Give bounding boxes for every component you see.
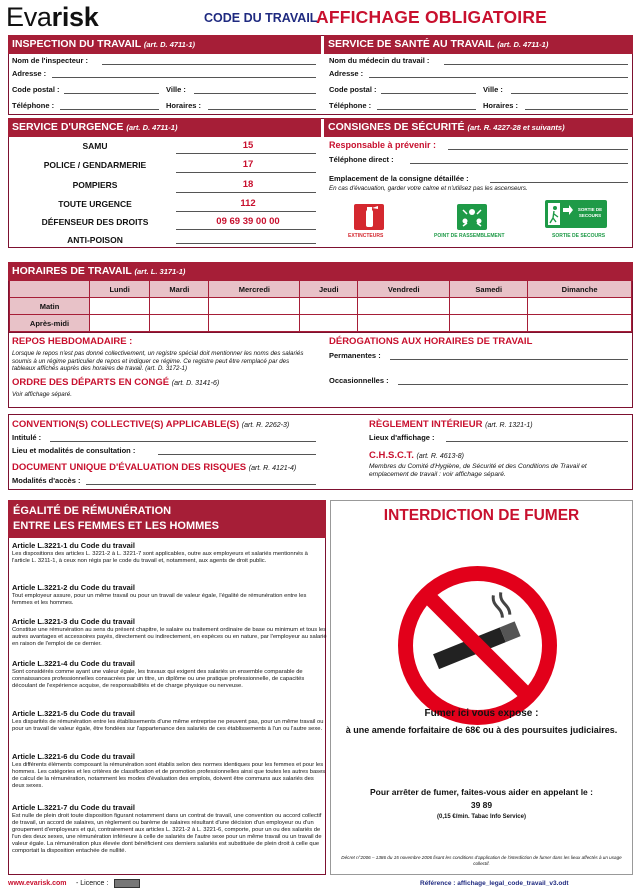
sante-horaires-field[interactable] — [525, 109, 628, 110]
inspection-ville-label: Ville : — [166, 85, 186, 94]
chsct-note: Membres du Comité d'Hygiène, de Sécurité et des Conditions de Travail et emplacement de travail : voir affichage séparé. — [369, 463, 587, 478]
exit-sign-text: SORTIE DE SECOURS — [577, 207, 603, 218]
occasionnelles-label: Occasionnelles : — [329, 376, 389, 385]
derogations-title: DÉROGATIONS AUX HORAIRES DE TRAVAIL — [329, 336, 533, 347]
inspection-horaires-label: Horaires : — [166, 101, 202, 110]
responsable-field[interactable] — [448, 149, 628, 150]
urgence-label: ANTI-POISON — [67, 235, 123, 245]
schedule-cell[interactable] — [150, 298, 209, 315]
horaires-header: HORAIRES DE TRAVAIL (art. L. 3171-1) — [8, 262, 633, 281]
repos-title: REPOS HEBDOMADAIRE : — [12, 336, 133, 347]
schedule-cell[interactable] — [300, 315, 358, 332]
intitule-field[interactable] — [50, 441, 316, 442]
schedule-cell[interactable] — [90, 298, 150, 315]
inspection-tel-field[interactable] — [60, 109, 159, 110]
schedule-cell[interactable] — [300, 298, 358, 315]
telephone-direct-field[interactable] — [410, 163, 628, 164]
urgence-label: DÉFENSEUR DES DROITS — [41, 217, 149, 227]
chsct-title: C.H.S.C.T. (art. R. 4613-8) — [369, 450, 464, 461]
inspection-adresse-field[interactable] — [52, 77, 316, 78]
day-header: Mercredi — [209, 281, 300, 298]
urgence-divider — [176, 153, 316, 154]
article-text: Les disparités de rémunération entre les établissements d'une même entreprise ne peuvent pas, pour un même travail ou pour un travail de valeur égale, être fondées sur l'appartenance des salariés de ces établissements à l'un ou l'autre sexe. — [12, 719, 324, 732]
urgence-header: SERVICE D'URGENCE (art. D. 4711-1) — [8, 118, 321, 137]
article-text: Les différents éléments composant la rémunération sont établis selon des normes identiques pour les femmes et pour les hommes. Les catégories et les critères de classification et de promotion professionnelles ainsi que toutes les autres bases de calcul de la rémunération, notamment les modes d'évaluation des emplois, doivent être communs aux salariés des deux sexes. — [12, 762, 326, 789]
reglement-title: RÈGLEMENT INTÉRIEUR (art. R. 1321-1) — [369, 419, 533, 430]
evacuation-note: En cas d'évacuation, garder votre calme et n'utilisez pas les ascenseurs. — [329, 185, 528, 192]
permanentes-label: Permanentes : — [329, 351, 381, 360]
row-header: Matin — [10, 298, 90, 315]
egalite-header — [8, 500, 326, 538]
urgence-divider — [176, 229, 316, 230]
fumer-title: INTERDICTION DE FUMER — [383, 507, 580, 524]
article-text: Constitue une rémunération au sens du présent chapitre, le salaire ou traitement ordinaire de base ou minimum et tous les autres avantages et accessoires payés, directement ou indirectement, en espèces ou en nature, par l'employeur au salarié en raison de l'emploi de ce dernier. — [12, 627, 327, 647]
inspection-adresse-label: Adresse : — [12, 69, 47, 78]
evarisk-logo: Evarisk — [6, 2, 99, 32]
urgence-label: SAMU — [82, 141, 108, 151]
schedule-cell[interactable] — [209, 315, 300, 332]
sante-cp-field[interactable] — [381, 93, 476, 94]
day-header: Samedi — [450, 281, 528, 298]
schedule-cell[interactable] — [90, 315, 150, 332]
article-title: Article L.3221-5 du Code du travail — [12, 709, 135, 718]
footer-reference: Référence : affichage_legal_code_travail_v3.odt — [420, 880, 569, 887]
fumer-amende: à une amende forfaitaire de 68€ ou à des poursuites judiciaires. — [345, 725, 618, 735]
urgence-number: 09 69 39 00 00 — [216, 216, 280, 227]
schedule-cell[interactable] — [358, 298, 450, 315]
urgence-number: 15 — [242, 140, 254, 151]
convention-title: CONVENTION(S) COLLECTIVE(S) APPLICABLE(S) (art. R. 2262-3) — [12, 419, 290, 430]
duer-title: DOCUMENT UNIQUE D'ÉVALUATION DES RISQUES (art. R. 4121-4) — [12, 462, 297, 473]
article-title: Article L.3221-6 du Code du travail — [12, 752, 135, 761]
responsable-label: Responsable à prévenir : — [329, 140, 437, 150]
fumer-aide: Pour arrêter de fumer, faites-vous aider en appelant le : — [370, 787, 593, 797]
article-title: Article L.3221-7 du Code du travail — [12, 803, 135, 812]
extincteurs-label: EXTINCTEURS — [348, 233, 384, 239]
urgence-label: POMPIERS — [72, 180, 118, 190]
occasionnelles-field[interactable] — [398, 384, 628, 385]
schedule-cell[interactable] — [528, 298, 632, 315]
sante-adresse-label: Adresse : — [329, 69, 364, 78]
fumer-expose: Fumer ici vous expose : — [424, 708, 539, 719]
article-text: Sont considérés comme ayant une valeur égale, les travaux qui exigent des salariés un ensemble comparable de connaissances professionnelles consacrées par un titre, un diplôme ou une pratique professionnelle, de capacités découlant de l'expérience acquise, de responsabilités et de charge physique ou nerveuse. — [12, 669, 305, 689]
schedule-cell[interactable] — [528, 315, 632, 332]
sante-horaires-label: Horaires : — [483, 101, 519, 110]
inspection-horaires-field[interactable] — [208, 109, 316, 110]
medecin-field[interactable] — [444, 64, 628, 65]
article-text: Les dispositions des articles L. 3221-2 à L. 3221-7 sont applicables, outre aux employeurs et salariés mentionnés à l'article L. 3211-1, à ceux non régis par le code du travail et, notamment, aux agents de droit public. — [12, 551, 308, 564]
urgence-divider — [176, 172, 316, 173]
sante-cp-label: Code postal : — [329, 85, 377, 94]
anti-poison-field[interactable] — [176, 243, 316, 244]
urgence-number: 18 — [242, 179, 254, 190]
ordre-departs-note: Voir affichage séparé. — [12, 391, 72, 398]
footer-site[interactable]: www.evarisk.com — [8, 880, 67, 887]
modalites-field[interactable] — [86, 484, 316, 485]
day-header: Mardi — [150, 281, 209, 298]
article-title: Article L.3221-2 du Code du travail — [12, 583, 135, 592]
horaires-corner-cell — [10, 281, 90, 298]
day-header: Jeudi — [300, 281, 358, 298]
urgence-number: 112 — [240, 198, 256, 209]
schedule-cell[interactable] — [209, 298, 300, 315]
article-text: Est nulle de plein droit toute disposition figurant notamment dans un contrat de travail, une convention ou accord collectif de travail, un accord de salaires, un règlement ou barème de salaires résultant d'une décision d'un employeur ou d'un groupement d'employeurs et qui, contrairement aux articles L. 3221-2 à L. 3221-6, comporte, pour un ou des salariés de l'un des deux sexes, une rémunération inférieure à celle de salariés de l'autre sexe pour un même travail ou un travail de valeur égale. La rémunération plus élevée dont bénéficient ces derniers salariés est substituée de plein droit à celle que comportait la disposition entachée de nullité. — [12, 813, 322, 854]
consultation-field[interactable] — [158, 454, 316, 455]
day-header: Lundi — [90, 281, 150, 298]
day-header: Vendredi — [358, 281, 450, 298]
fumer-tarif: (0,15 €/min. Tabac Info Service) — [437, 814, 526, 820]
assembly-point-icon — [457, 204, 487, 230]
article-title: Article L.3221-4 du Code du travail — [12, 659, 135, 668]
schedule-cell[interactable] — [450, 315, 528, 332]
rassemblement-label: POINT DE RASSEMBLEMENT — [434, 233, 505, 239]
day-header: Dimanche — [528, 281, 632, 298]
schedule-cell[interactable] — [450, 298, 528, 315]
sante-ville-field[interactable] — [511, 93, 628, 94]
intitule-label: Intitulé : — [12, 433, 42, 442]
lieux-affichage-field[interactable] — [446, 441, 628, 442]
footer-licence: - Licence : — [76, 880, 109, 887]
sante-tel-field[interactable] — [377, 109, 476, 110]
urgence-label: TOUTE URGENCE — [58, 199, 132, 209]
emplacement-label: Emplacement de la consigne détaillée : — [329, 174, 469, 183]
inspection-cp-field[interactable] — [64, 93, 159, 94]
schedule-cell[interactable] — [358, 315, 450, 332]
inspecteur-field[interactable] — [102, 64, 316, 65]
telephone-direct-label: Téléphone direct : — [329, 155, 394, 164]
sante-adresse-field[interactable] — [369, 77, 628, 78]
article-title: Article L.3221-3 du Code du travail — [12, 617, 135, 626]
repos-note: Lorsque le repos n'est pas donné collectivement, un registre spécial doit mentionner les noms des salariés soumis à un régime particulier de repos et indiquer ce régime. Ce registre peut être remplacé par des tableaux affichés auprès des horaires de travail. (art. D. 3172-1) — [12, 350, 304, 372]
sante-header: SERVICE DE SANTÉ AU TRAVAIL (art. D. 4711-1) — [324, 35, 633, 54]
sante-tel-label: Téléphone : — [329, 101, 372, 110]
row-header: Après-midi — [10, 315, 90, 332]
fire-extinguisher-icon — [354, 204, 384, 230]
urgence-divider — [176, 211, 316, 212]
schedule-cell[interactable] — [150, 315, 209, 332]
sante-ville-label: Ville : — [483, 85, 503, 94]
emergency-exit-icon — [545, 200, 607, 228]
horaires-table — [9, 280, 632, 332]
permanentes-field[interactable] — [390, 359, 628, 360]
lieux-affichage-label: Lieux d'affichage : — [369, 433, 435, 442]
page-subtitle: CODE DU TRAVAIL — [204, 11, 318, 25]
inspecteur-label: Nom de l'inspecteur : — [12, 56, 88, 65]
consignes-header: CONSIGNES DE SÉCURITÉ (art. R. 4227-28 et suivants) — [324, 118, 633, 137]
inspection-ville-field[interactable] — [194, 93, 316, 94]
emplacement-field[interactable] — [490, 182, 628, 183]
urgence-divider — [176, 192, 316, 193]
medecin-label: Nom du médecin du travail : — [329, 56, 430, 65]
fumer-decret: Décret n°2006 – 1386 du 15 novembre 2006 fixant les conditions d'application de l'interdiction de fumer dans les lieux affectés à un usage collectif. — [341, 855, 622, 866]
egalite-title-2: ENTRE LES FEMMES ET LES HOMMES — [13, 520, 219, 532]
article-text: Tout employeur assure, pour un même travail ou pour un travail de valeur égale, l'égalité de rémunération entre les femmes et les hommes. — [12, 593, 307, 606]
ordre-departs-title: ORDRE DES DÉPARTS EN CONGÉ (art. D. 3141-6) — [12, 377, 220, 388]
fumer-numero: 39 89 — [470, 800, 493, 810]
modalites-label: Modalités d'accès : — [12, 476, 81, 485]
urgence-label: POLICE / GENDARMERIE — [43, 160, 147, 170]
urgence-number: 17 — [242, 159, 254, 170]
inspection-cp-label: Code postal : — [12, 85, 60, 94]
article-title: Article L.3221-1 du Code du travail — [12, 541, 135, 550]
page-title: AFFICHAGE OBLIGATOIRE — [316, 7, 548, 27]
inspection-tel-label: Téléphone : — [12, 101, 55, 110]
egalite-title-1: ÉGALITÉ DE RÉMUNÉRATION — [13, 505, 172, 517]
licence-badge-icon — [114, 879, 140, 888]
no-smoking-icon — [395, 563, 560, 728]
consultation-label: Lieu et modalités de consultation : — [12, 446, 136, 455]
sortie-label: SORTIE DE SECOURS — [552, 233, 606, 239]
inspection-header: INSPECTION DU TRAVAIL (art. D. 4711-1) — [8, 35, 321, 54]
